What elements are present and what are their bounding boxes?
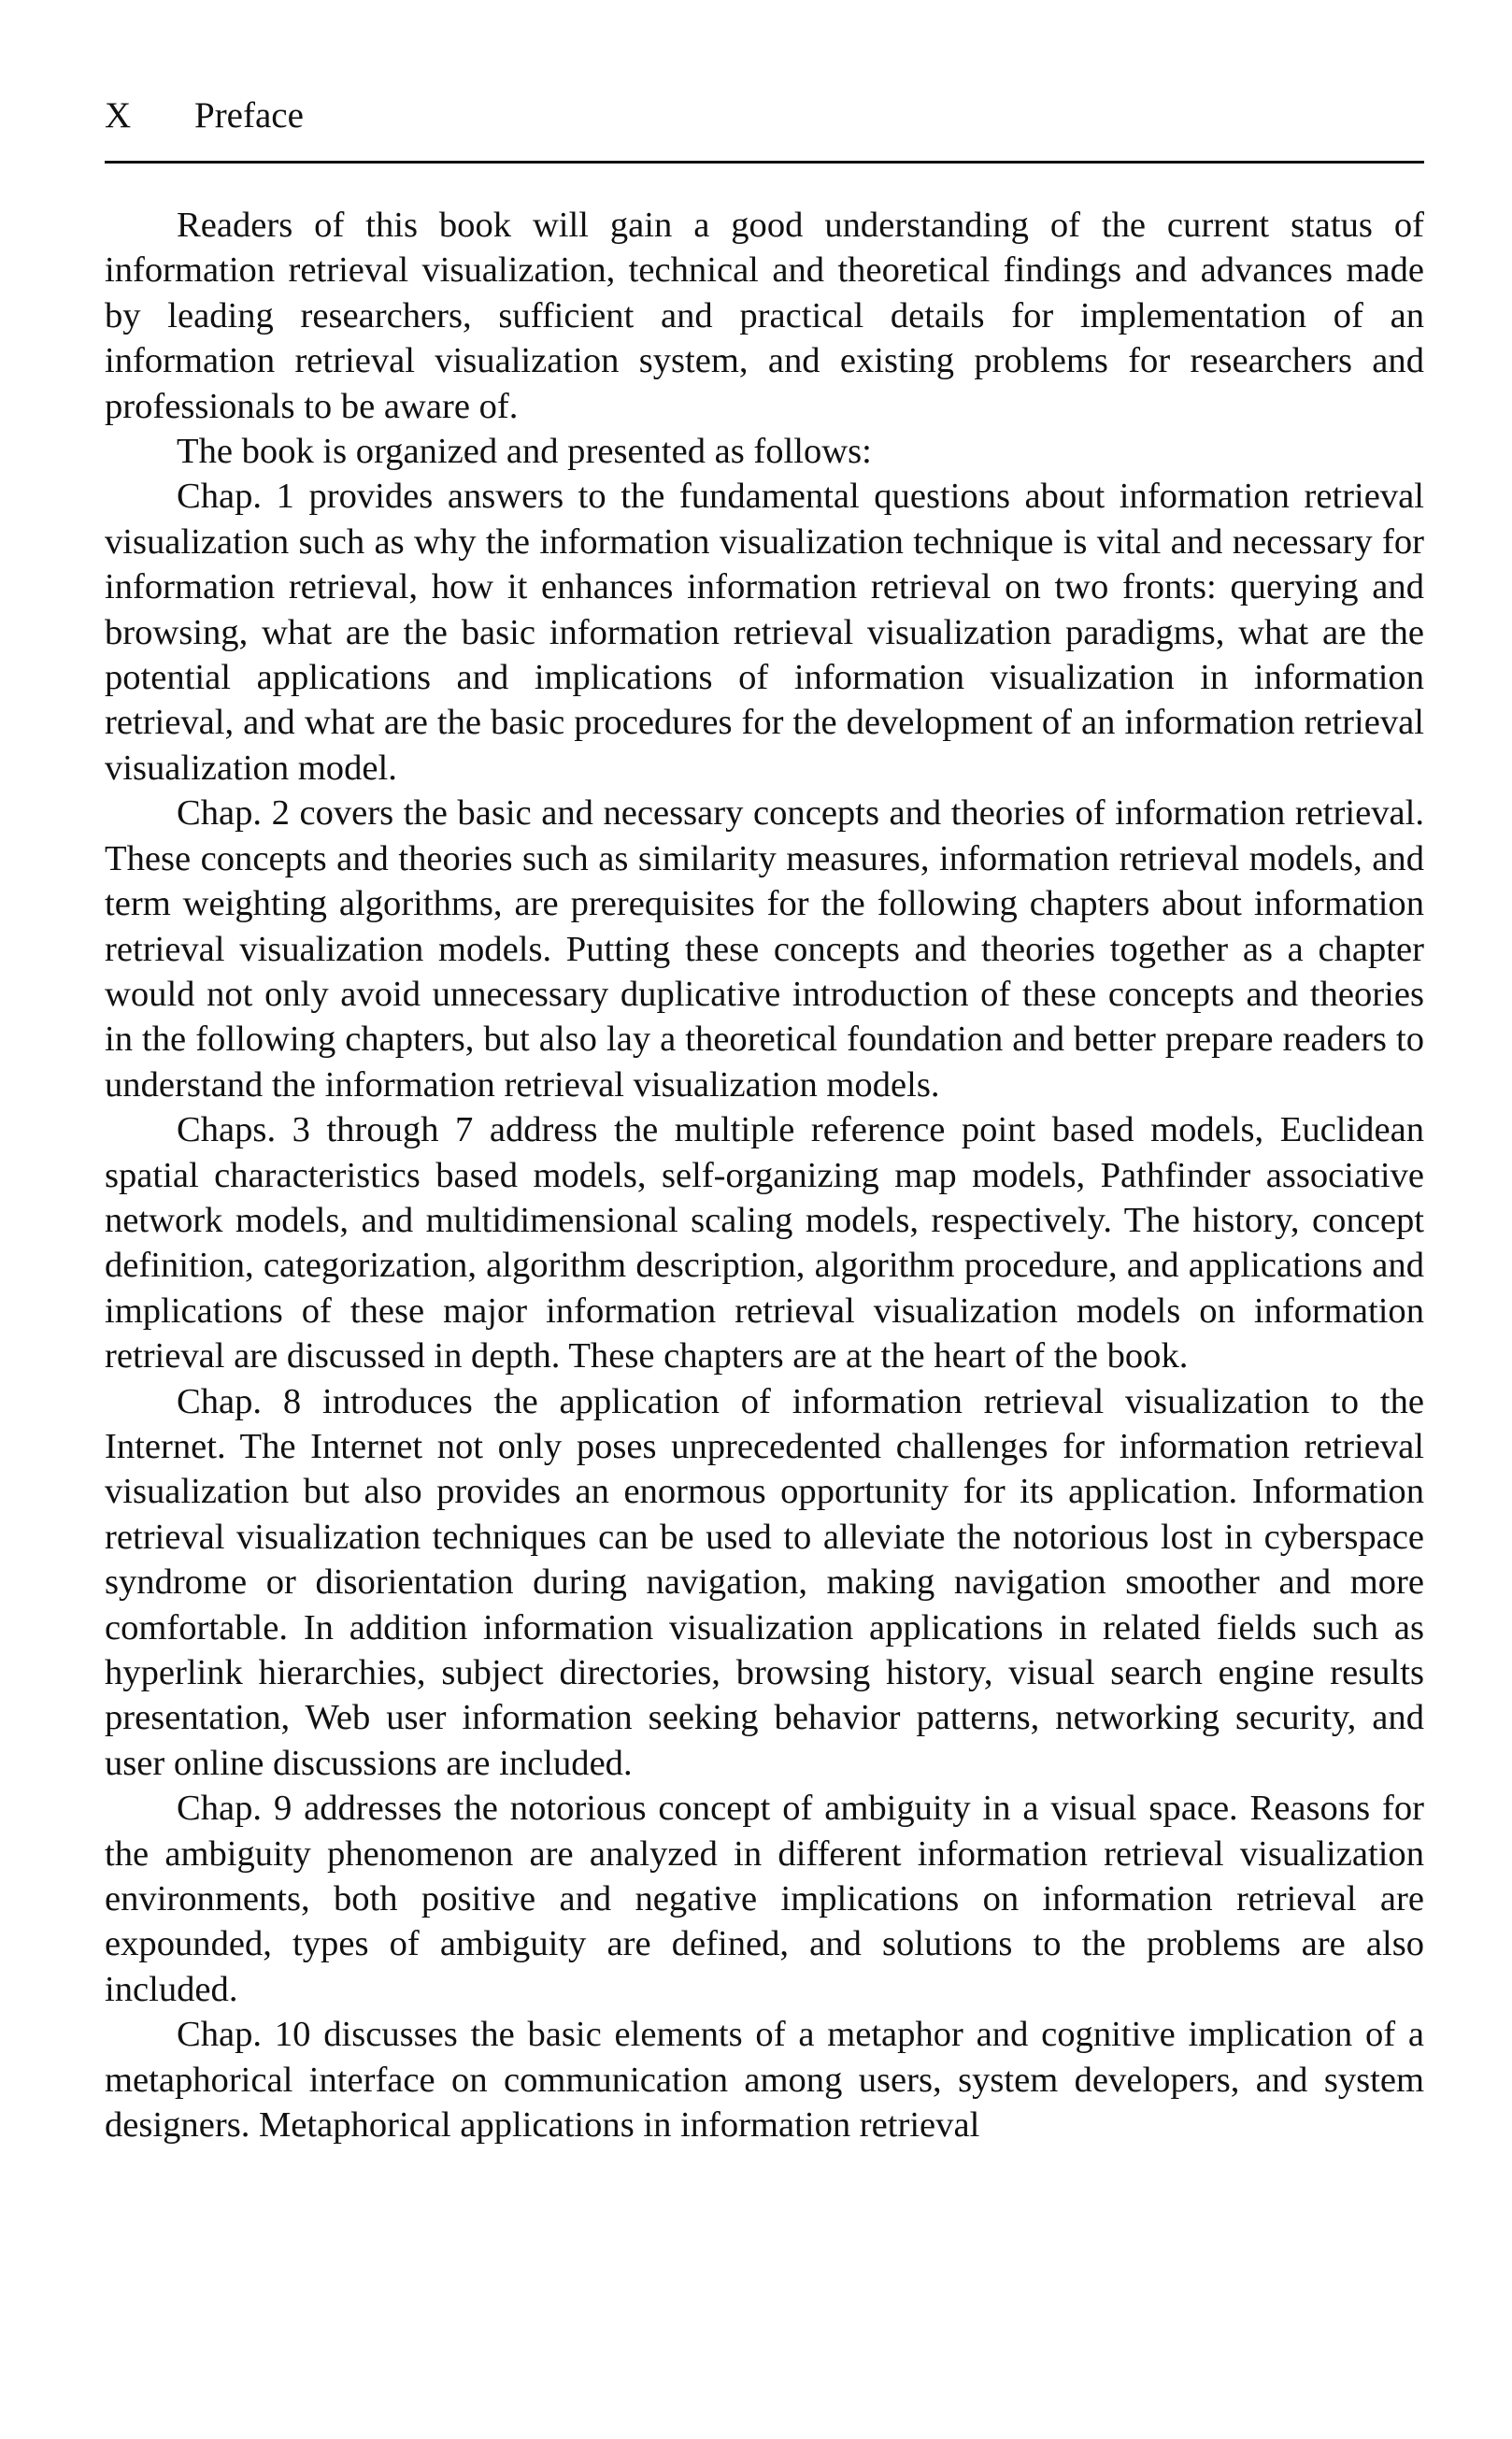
paragraph-chap-8: Chap. 8 introduces the application of information retrieval visualization to the Internet. The Internet not only poses unprecedented challenges for information retrieval visualization but also provides an enormous opportunity for its application. Information retrieval visualization techniques can be used to alleviate the notorious lost in cyberspace syndrome or disorientation during navigation, making navigation smoother and more comfortable. In addition information visualization applications in related fields such as hyperlink hierarchies, subject directories, browsing history, visual search engine results presentation, Web user information seeking behavior patterns, networking security, and user online discussions are included. xyxy=(105,1381,1424,1783)
paragraph-organization: The book is organized and presented as follows: xyxy=(177,432,872,472)
paragraph-chap-1: Chap. 1 provides answers to the fundamental questions about information retrieval visualization such as why the information visualization technique is vital and necessary for information retrieval, how it enhances information retrieval on two fronts: querying and browsing, what are the basic information retrieval visualization paradigms, what are the potential applications and implications of information visualization in information retrieval, and what are the basic procedures for the development of an information retrieval visualization model. xyxy=(105,477,1424,788)
running-head xyxy=(105,93,1424,146)
paragraph-chap-9: Chap. 9 addresses the notorious concept of ambiguity in a visual space. Reasons for the ambiguity phenomenon are analyzed in different information retrieval visualization environments, both positive and negative implications on information retrieval are expounded, types of ambiguity are defined, and solutions to the problems are also included. xyxy=(105,1789,1424,2009)
paragraph-chap-10: Chap. 10 discusses the basic elements of a metaphor and cognitive implication of a metaphorical interface on communication among users, system developers, and system designers. Metaphorical applications in information retrieval xyxy=(105,2015,1424,2146)
paragraph-readers: Readers of this book will gain a good understanding of the current status of information retrieval visualization, technical and theoretical findings and advances made by leading researchers, sufficient and practical details for implementation of an information retrieval visualization system, and existing problems for researchers and professionals to be aware of. xyxy=(105,206,1424,426)
paragraph-chaps-3-7: Chaps. 3 through 7 address the multiple reference point based models, Euclidean spatial characteristics based models, self-organizing map models, Pathfinder associative network models, and multidimensional scaling models, respectively. The history, concept definition, categorization, algorithm description, algorithm procedure, and applications and implications of these major information retrieval visualization models on information retrieval are discussed in depth. These chapters are at the heart of the book. xyxy=(105,1110,1424,1376)
page-folio: X xyxy=(105,95,132,136)
body-text xyxy=(105,203,1424,2147)
paragraph-chap-2: Chap. 2 covers the basic and necessary concepts and theories of information retrieval. These concepts and theories such as similarity measures, information retrieval models, and term weighting algorithms, are prerequisites for the following chapters about information retrieval visualization models. Putting these concepts and theories together as a chapter would not only avoid unnecessary duplicative introduction of these concepts and theories in the following chapters, but also lay a theoretical foundation and better prepare readers to understand the information retrieval visualization models. xyxy=(105,793,1424,1105)
running-head-title: Preface xyxy=(194,95,304,136)
book-page xyxy=(105,93,1424,2147)
header-rule xyxy=(105,161,1424,164)
